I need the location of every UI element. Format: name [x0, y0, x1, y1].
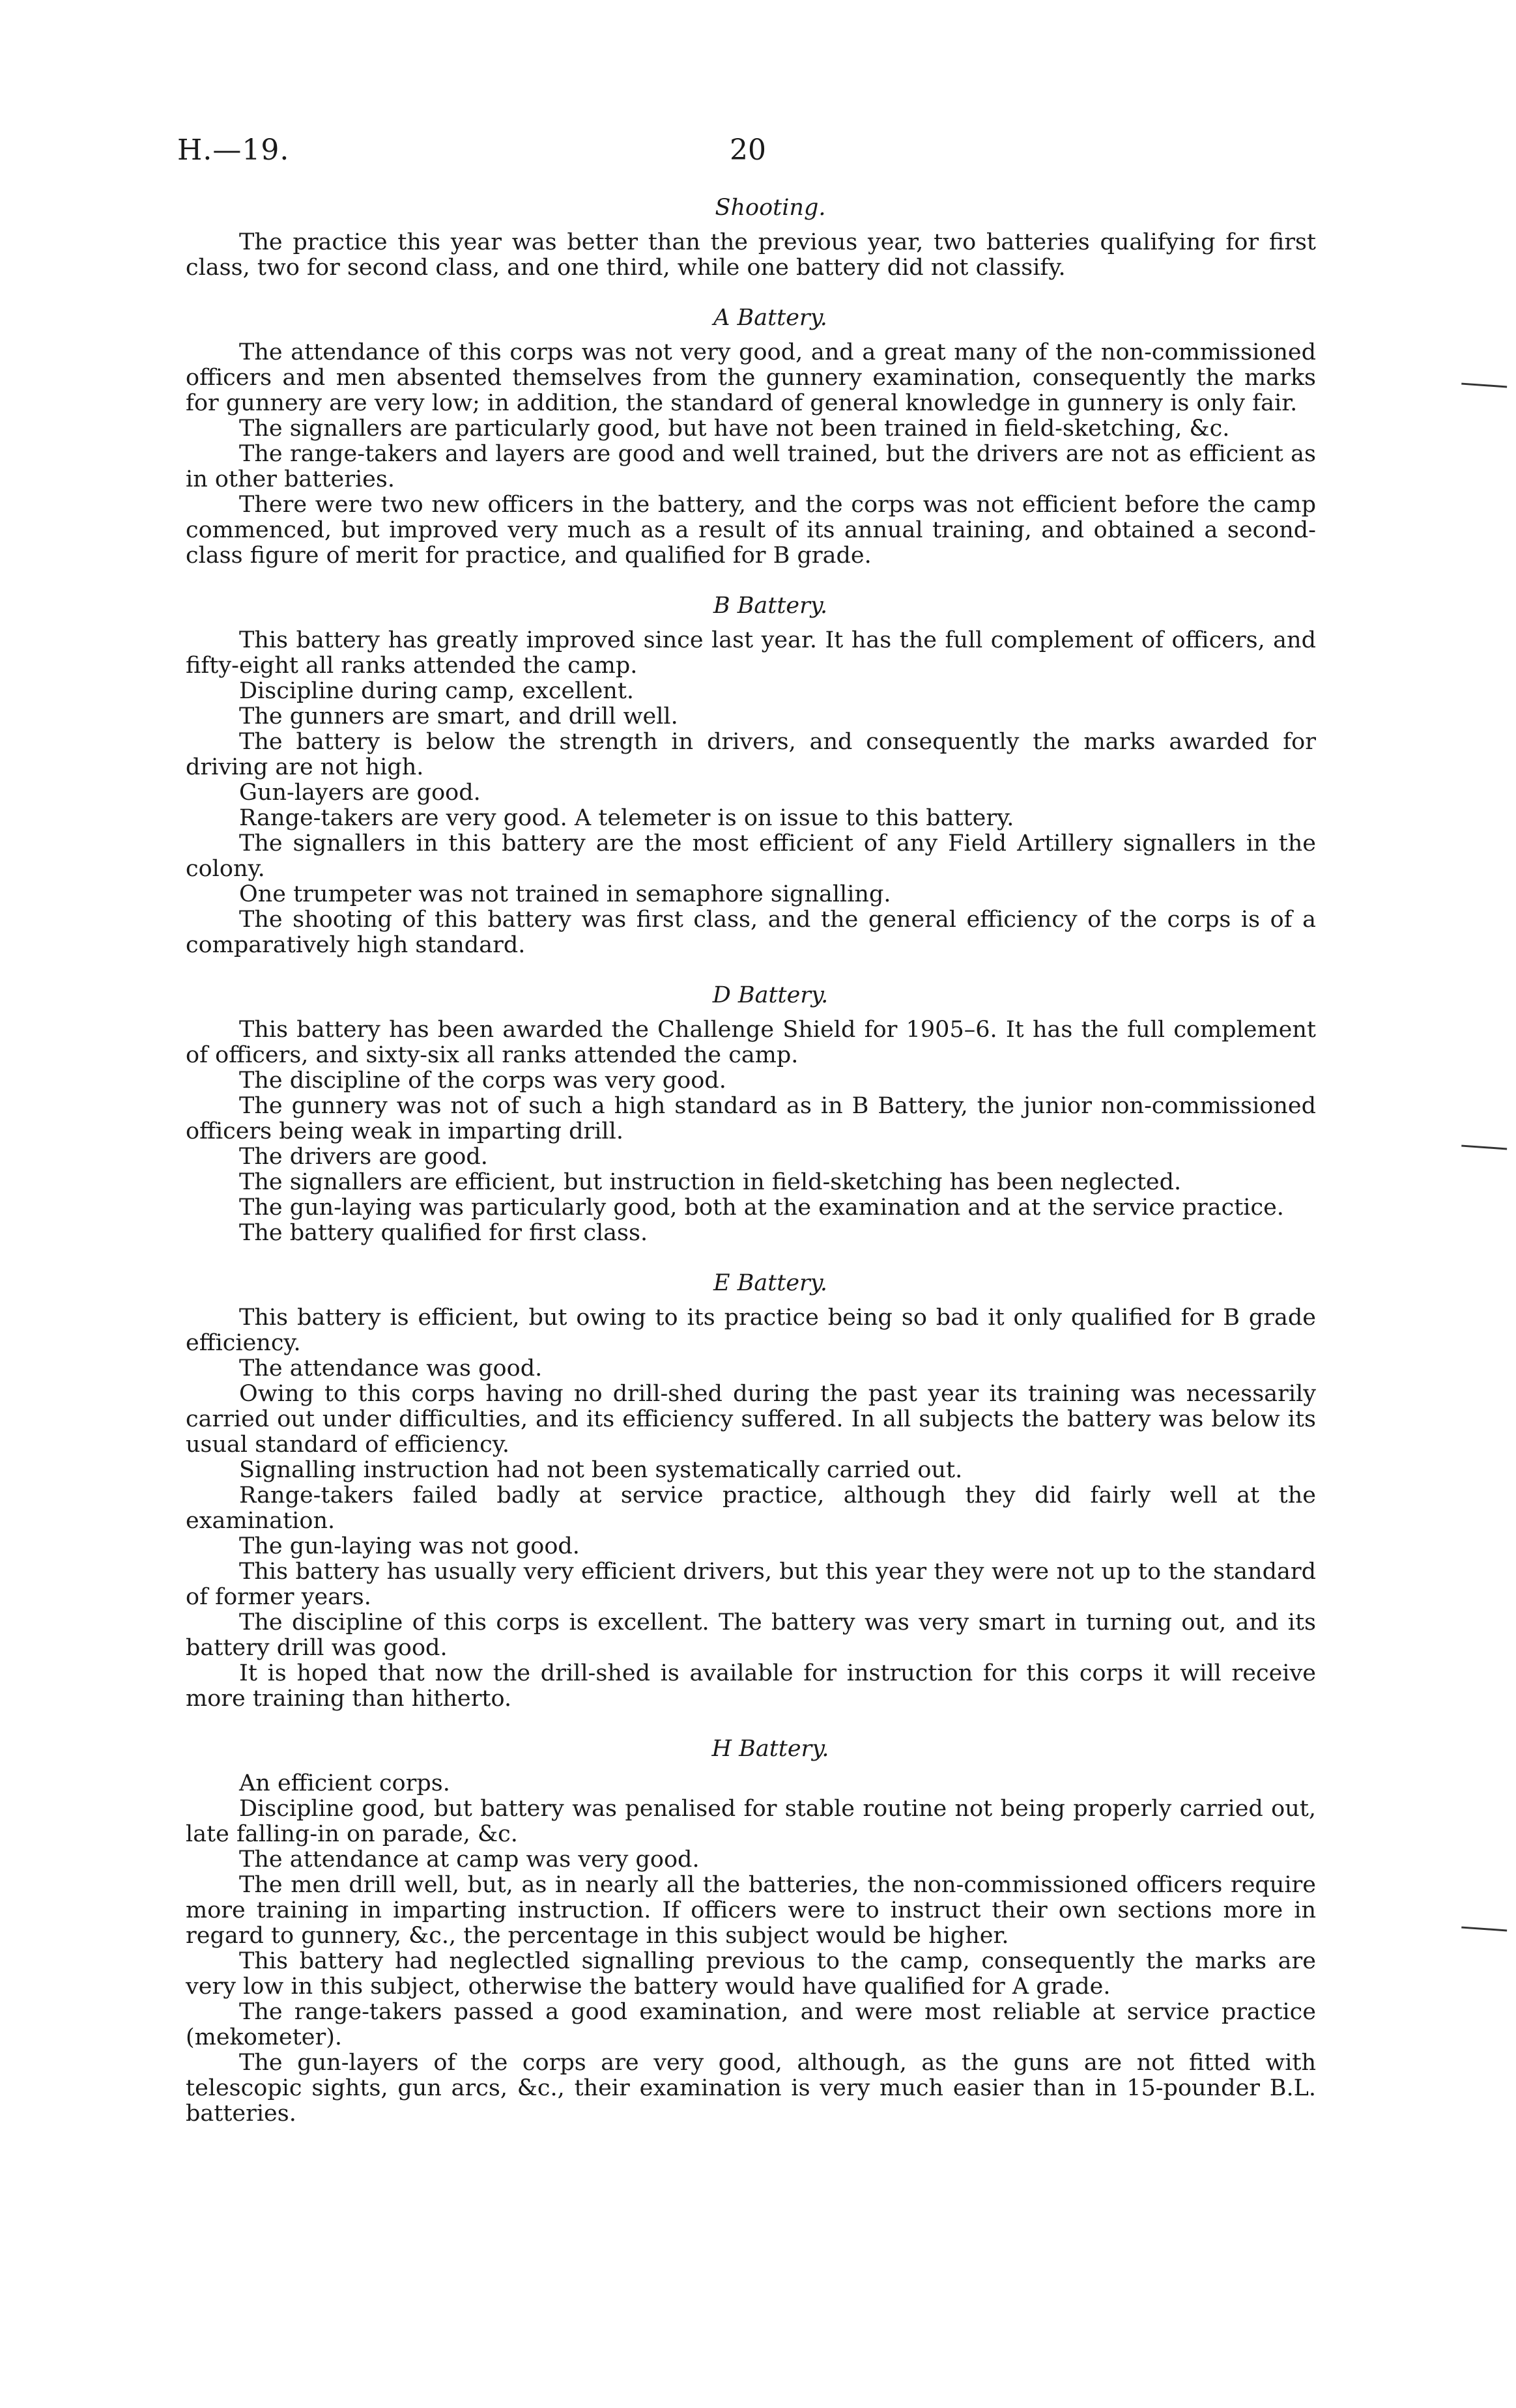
paragraph: Signalling instruction had not been systematically carried out.: [239, 1457, 963, 1483]
paragraph: Discipline during camp, excellent.: [239, 678, 635, 704]
paragraph: Range-takers failed badly at service practice, although they did fairly well at the examination.: [186, 1482, 1316, 1534]
paragraph: This battery has usually very efficient drivers, but this year they were not up to the standard of former years.: [186, 1559, 1316, 1610]
paragraph: The practice this year was better than the previous year, two batteries qualifying for first class, two for second class, and one third, while one battery did not classify.: [186, 229, 1316, 281]
paragraph: The shooting of this battery was first class, and the general efficiency of the corps is of a comparatively high standard.: [186, 907, 1316, 958]
section: [186, 593, 1316, 958]
paragraph: The range-takers and layers are good and well trained, but the drivers are not as efficient as in other batteries.: [186, 441, 1316, 492]
paragraph: The range-takers passed a good examination, and were most reliable at service practice (mekometer).: [186, 1999, 1316, 2050]
paragraph: The discipline of this corps is excellent. The battery was very smart in turning out, and its battery drill was good.: [186, 1609, 1316, 1661]
margin-mark: [1461, 1145, 1507, 1154]
paragraph: The drivers are good.: [239, 1144, 488, 1170]
paragraph: The attendance was good.: [239, 1355, 543, 1381]
page-number: 20: [730, 134, 766, 167]
paragraph: The attendance of this corps was not very good, and a great many of the non-commissioned officers and men absented themselves from the gunnery examination, consequently the marks for gunnery are very low; in addition, the standard of general knowledge in gunnery is only fair.: [186, 339, 1316, 416]
paragraph: The battery qualified for first class.: [239, 1220, 648, 1246]
margin-mark: [1461, 383, 1507, 392]
paragraph: It is hoped that now the drill-shed is available for instruction for this corps it will receive more training than hitherto.: [186, 1660, 1316, 1712]
paragraph: The discipline of the corps was very good.: [239, 1068, 726, 1094]
paragraph: The signallers are particularly good, but have not been trained in field-sketching, &c.: [239, 416, 1230, 442]
paragraph: Gun-layers are good.: [239, 780, 481, 806]
section: [186, 305, 1316, 569]
paragraph: The gun-laying was not good.: [239, 1533, 580, 1559]
section: [186, 195, 1316, 281]
paragraph: Range-takers are very good. A telemeter is on issue to this battery.: [239, 805, 1014, 831]
paragraph: This battery had neglectled signalling previous to the camp, consequently the marks are very low in this subject, otherwise the battery would have qualified for A grade.: [186, 1948, 1316, 2000]
document-reference: H.—19.: [177, 134, 290, 167]
paragraph: The gunnery was not of such a high standard as in B Battery, the junior non-commissioned officers being weak in imparting drill.: [186, 1093, 1316, 1144]
paragraph: The gun-laying was particularly good, both at the examination and at the service practice.: [239, 1195, 1284, 1221]
paragraph: Owing to this corps having no drill-shed during the past year its training was necessarily carried out under difficulties, and its efficiency suffered. In all subjects the battery was below its usual standard of efficiency.: [186, 1381, 1316, 1458]
section-heading: H Battery.: [711, 1736, 829, 1762]
paragraph: The gun-layers of the corps are very good, although, as the guns are not fitted with telescopic sights, gun arcs, &c., their examination is very much easier than in 15-pounder B.L. batteries.: [186, 2050, 1316, 2127]
section-heading: E Battery.: [713, 1270, 828, 1296]
paragraph: The battery is below the strength in drivers, and consequently the marks awarded for driving are not high.: [186, 729, 1316, 780]
paragraph: There were two new officers in the battery, and the corps was not efficient before the camp commenced, but improved very much as a result of its annual training, and obtained a second-class figure of merit for practice, and qualified for B grade.: [186, 492, 1316, 569]
section: [186, 983, 1316, 1246]
section-heading: B Battery.: [713, 593, 828, 619]
paragraph: This battery has been awarded the Challenge Shield for 1905–6. It has the full complement of officers, and sixty-six all ranks attended the camp.: [186, 1017, 1316, 1068]
paragraph: Discipline good, but battery was penalised for stable routine not being properly carried out, late falling-in on parade, &c.: [186, 1796, 1316, 1847]
paragraph: One trumpeter was not trained in semaphore signalling.: [239, 881, 891, 907]
paragraph: The men drill well, but, as in nearly all the batteries, the non-commissioned officers require more training in imparting instruction. If officers were to instruct their own sections more in regard to gunnery, &c., the percentage in this subject would be higher.: [186, 1872, 1316, 1949]
paragraph: The signallers in this battery are the most efficient of any Field Artillery signallers in the colony.: [186, 830, 1316, 882]
paragraph: The gunners are smart, and drill well.: [239, 703, 678, 729]
paragraph: The signallers are efficient, but instruction in field-sketching has been neglected.: [239, 1169, 1182, 1195]
section: [186, 1271, 1316, 1712]
section-heading: Shooting.: [715, 195, 826, 221]
section: [186, 1736, 1316, 2127]
paragraph: The attendance at camp was very good.: [239, 1847, 700, 1873]
paragraph: This battery has greatly improved since last year. It has the full complement of officers, and fifty-eight all ranks attended the camp.: [186, 627, 1316, 679]
section-heading: D Battery.: [712, 982, 829, 1008]
document-body: [186, 195, 1316, 2151]
section-heading: A Battery.: [713, 305, 827, 331]
paragraph: An efficient corps.: [239, 1770, 450, 1796]
paragraph: This battery is efficient, but owing to its practice being so bad it only qualified for B grade efficiency.: [186, 1305, 1316, 1356]
margin-mark: [1461, 1927, 1507, 1936]
